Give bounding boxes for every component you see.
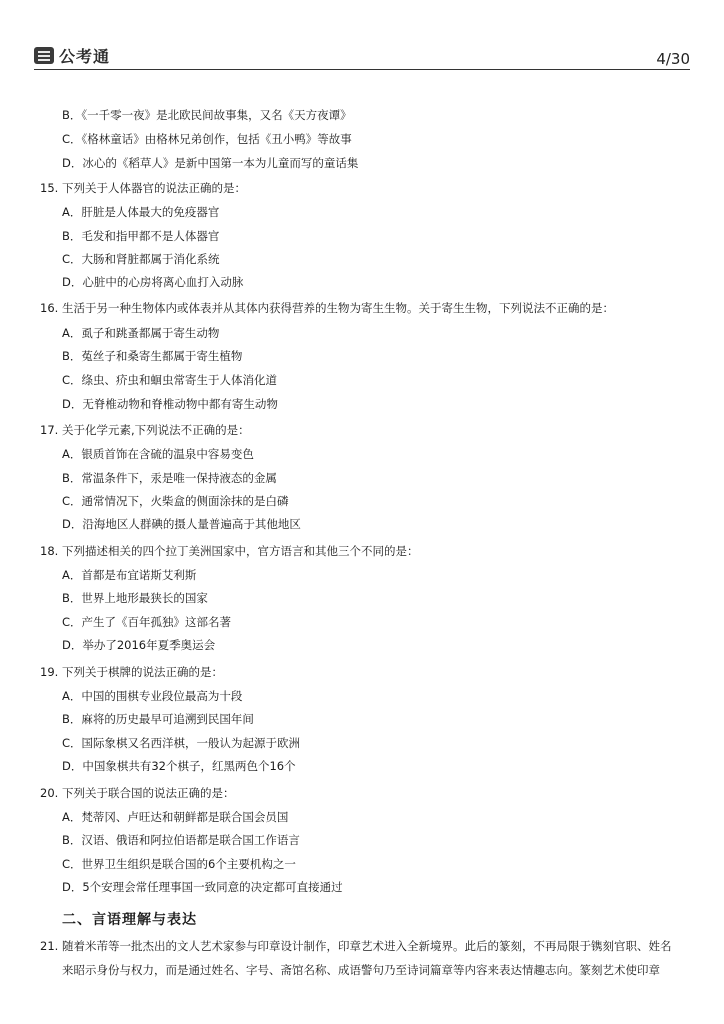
question-16 (40, 300, 614, 316)
page-header (0, 0, 724, 70)
option: C．大肠和肾脏都属于消化系统 (62, 252, 220, 266)
question-stem: 随着米芾等一批杰出的文人艺术家参与印章设计制作，印章艺术进入全新境界。此后的篆刻，不再局限于镌刻官职、姓名 (62, 939, 672, 953)
option: D．无脊椎动物和脊椎动物中都有寄生动物 (62, 397, 278, 411)
question-17 (40, 422, 250, 438)
option: A．银质首饰在含硫的温泉中容易变色 (62, 447, 254, 461)
question-number: 17. (40, 423, 59, 437)
question-15 (40, 180, 246, 196)
question-stem: 下列关于棋牌的说法正确的是： (62, 665, 223, 679)
option: D．举办了2016年夏季奥运会 (62, 638, 216, 652)
option: B．麻将的历史最早可追溯到民国年间 (62, 712, 254, 726)
question-number: 21. (40, 939, 59, 953)
option: B．汉语、俄语和阿拉伯语都是联合国工作语言 (62, 833, 300, 847)
question-20 (40, 785, 235, 801)
question-number: 19. (40, 665, 59, 679)
option: C．世界卫生组织是联合国的6个主要机构之一 (62, 857, 296, 871)
option: A．首都是布宜诺斯艾利斯 (62, 568, 197, 582)
q14-option-c: C．《格林童话》由格林兄弟创作，包括《丑小鸭》等故事 (62, 132, 352, 146)
option: A．中国的围棋专业段位最高为十段 (62, 689, 243, 703)
option: C．产生了《百年孤独》这部名著 (62, 615, 232, 629)
logo-badge-icon (34, 47, 54, 64)
question-number: 18. (40, 544, 59, 558)
page-number: 4/30 (656, 50, 690, 68)
question-stem: 生活于另一种生物体内或体表并从其体内获得营养的生物为寄生生物。关于寄生生物，下列说法不正确的是： (62, 301, 614, 315)
question-stem: 下列描述相关的四个拉丁美洲国家中，官方语言和其他三个不同的是： (62, 544, 419, 558)
question-number: 15. (40, 181, 59, 195)
option: A．肝脏是人体最大的免疫器官 (62, 205, 220, 219)
logo-text: 公考通 (59, 47, 111, 66)
header-divider (34, 69, 690, 70)
logo (34, 44, 110, 67)
option: D．沿海地区人群碘的摄人量普遍高于其他地区 (62, 517, 301, 531)
option: B．菟丝子和桑寄生都属于寄生植物 (62, 349, 243, 363)
q14-option-d: D．冰心的《稻草人》是新中国第一本为儿童而写的童话集 (62, 156, 359, 170)
option: B．常温条件下，汞是唯一保持液态的金属 (62, 471, 277, 485)
option: C．通常情况下，火柴盒的侧面涂抹的是白磷 (62, 494, 289, 508)
question-number: 16. (40, 301, 59, 315)
option: C．国际象棋又名西洋棋，一般认为起源于欧洲 (62, 736, 301, 750)
option: A．虱子和跳蚤都属于寄生动物 (62, 326, 220, 340)
option: B．毛发和指甲都不是人体器官 (62, 229, 220, 243)
section-title: 二、言语理解与表达 (62, 912, 197, 928)
question-stem: 下列关于联合国的说法正确的是： (62, 786, 235, 800)
option: B．世界上地形最狭长的国家 (62, 591, 208, 605)
question-19 (40, 664, 223, 680)
option: A．梵蒂冈、卢旺达和朝鲜都是联合国会员国 (62, 810, 289, 824)
option: C．绦虫、疥虫和蛔虫常寄生于人体消化道 (62, 373, 278, 387)
question-21-continued: 来昭示身份与权力，而是通过姓名、字号、斋馆名称、成语警句乃至诗词篇章等内容来表达情趣志向。篆刻艺术使印章 (62, 963, 660, 977)
question-18 (40, 543, 419, 559)
option: D．5个安理会常任理事国一致同意的决定都可直接通过 (62, 880, 343, 894)
option: D．中国象棋共有32个棋子，红黑两色个16个 (62, 759, 296, 773)
q14-option-b: B．《一千零一夜》是北欧民间故事集，又名《天方夜谭》 (62, 108, 352, 122)
option: D．心脏中的心房将离心血打入动脉 (62, 275, 244, 289)
question-stem: 下列关于人体器官的说法正确的是： (62, 181, 246, 195)
question-21 (40, 938, 672, 954)
question-number: 20. (40, 786, 59, 800)
question-stem: 关于化学元素,下列说法不正确的是： (62, 423, 250, 437)
